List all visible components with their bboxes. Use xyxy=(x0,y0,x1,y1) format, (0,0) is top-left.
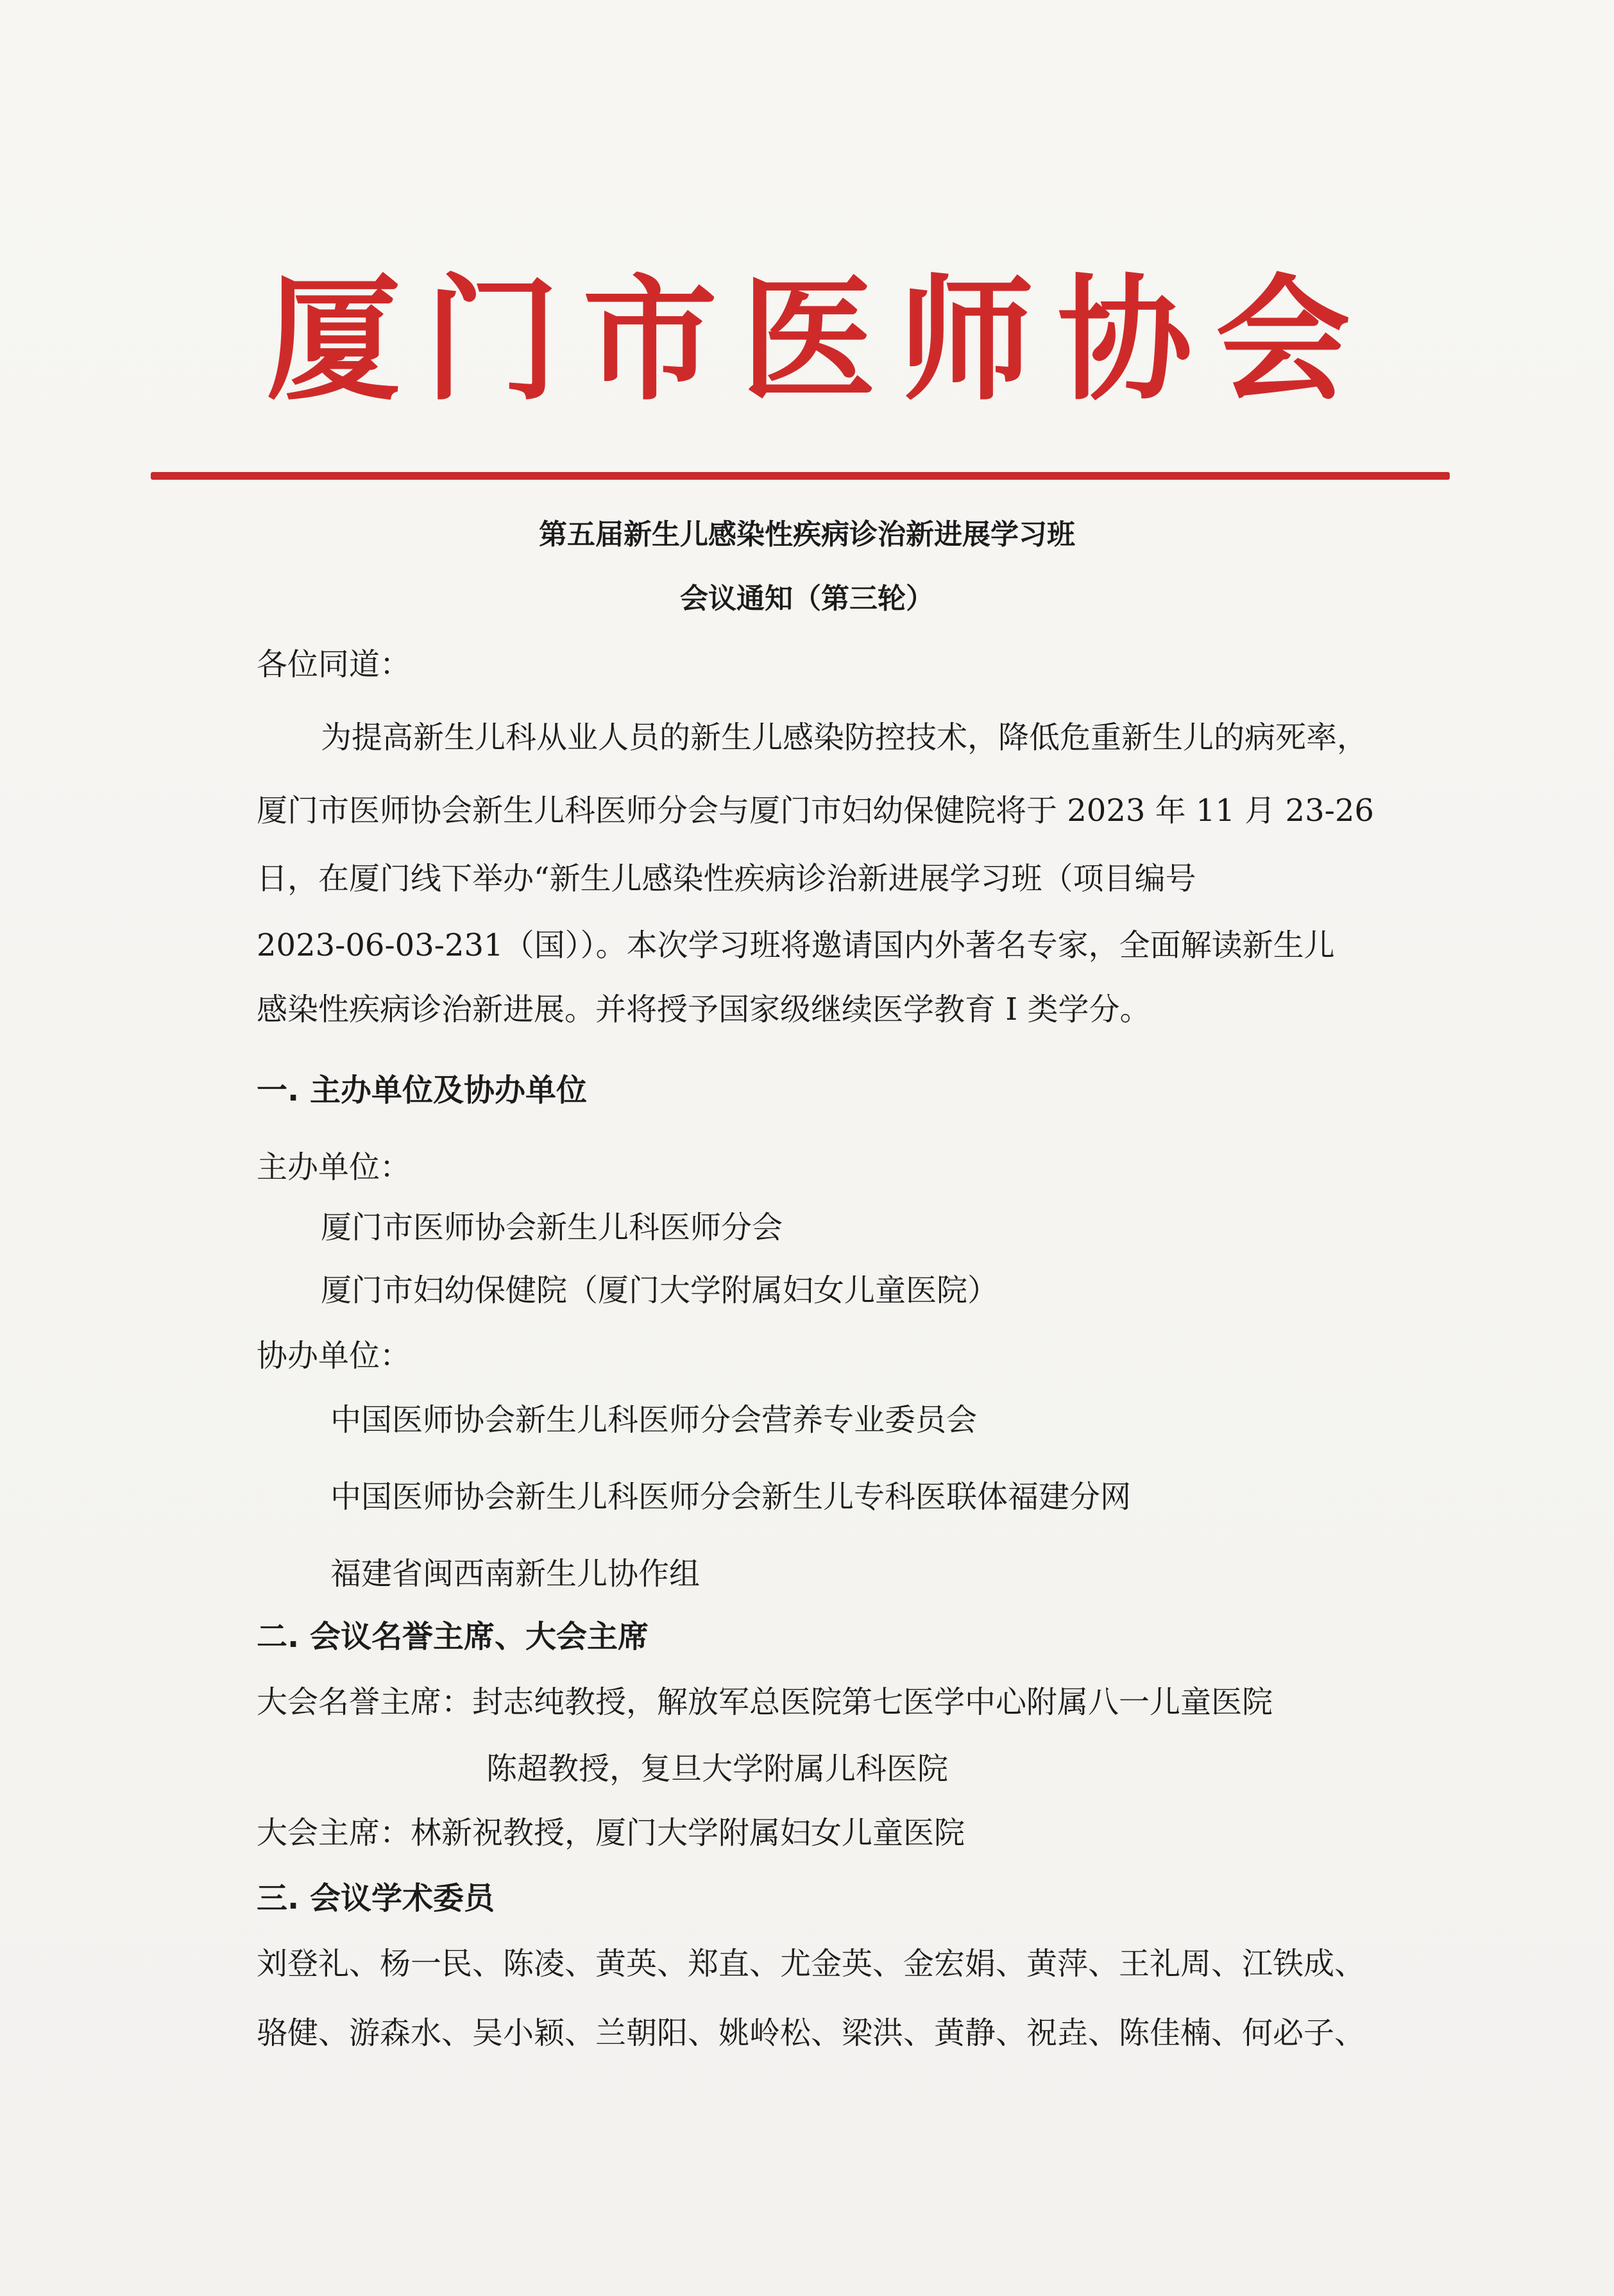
header-char: 门 xyxy=(424,260,559,419)
committee-members-line: 骆健、游森水、吴小颖、兰朝阳、姚岭松、梁洪、黄静、祝垚、陈佳楠、何必子、 xyxy=(257,2015,1366,2051)
header-divider xyxy=(151,472,1450,480)
header-char: 协 xyxy=(1057,260,1193,419)
host-unit: 厦门市医师协会新生儿科医师分会 xyxy=(321,1210,783,1245)
honorary-chair-line: 大会名誉主席：封志纯教授，解放军总医院第七医学中心附属八一儿童医院 xyxy=(257,1684,1273,1720)
section-heading: 一. 主办单位及协办单位 xyxy=(257,1072,587,1108)
co-host-unit: 中国医师协会新生儿科医师分会营养专业委员会 xyxy=(330,1402,978,1438)
header-char: 会 xyxy=(1215,260,1350,419)
organization-header xyxy=(257,257,1360,423)
header-char: 厦 xyxy=(266,260,401,419)
chair-line: 大会主席：林新祝教授，厦门大学附属妇女儿童医院 xyxy=(257,1815,965,1851)
co-host-label: 协办单位： xyxy=(257,1338,411,1374)
intro-line: 厦门市医师协会新生儿科医师分会与厦门市妇幼保健院将于 2023 年 11 月 23-26 xyxy=(257,793,1374,829)
notice-subtitle: 会议通知（第三轮） xyxy=(680,582,934,615)
host-unit: 厦门市妇幼保健院（厦门大学附属妇女儿童医院） xyxy=(321,1272,999,1308)
honorary-chair-line: 陈超教授，复旦大学附属儿科医院 xyxy=(486,1751,949,1787)
co-host-unit: 福建省闽西南新生儿协作组 xyxy=(330,1556,701,1592)
intro-line: 感染性疾病诊治新进展。并将授予国家级继续医学教育 I 类学分。 xyxy=(257,992,1151,1027)
header-char: 医 xyxy=(740,260,876,419)
header-char: 市 xyxy=(582,260,718,419)
committee-members-line: 刘登礼、杨一民、陈凌、黄英、郑直、尤金英、金宏娟、黄萍、王礼周、江铁成、 xyxy=(257,1946,1366,1982)
notice-title: 第五届新生儿感染性疾病诊治新进展学习班 xyxy=(539,518,1075,551)
salutation: 各位同道： xyxy=(257,646,411,682)
section-heading: 二. 会议名誉主席、大会主席 xyxy=(257,1619,649,1655)
intro-line: 日，在厦门线下举办“新生儿感染性疾病诊治新进展学习班（项目编号 xyxy=(257,861,1196,897)
co-host-unit: 中国医师协会新生儿科医师分会新生儿专科医联体福建分网 xyxy=(330,1479,1132,1515)
header-char: 师 xyxy=(899,260,1034,419)
section-heading: 三. 会议学术委员 xyxy=(257,1880,495,1916)
intro-line: 为提高新生儿科从业人员的新生儿感染防控技术，降低危重新生儿的病死率， xyxy=(321,720,1368,755)
host-label: 主办单位： xyxy=(257,1149,411,1185)
intro-line: 2023-06-03-231（国））。本次学习班将邀请国内外著名专家，全面解读新生儿 xyxy=(257,927,1335,963)
